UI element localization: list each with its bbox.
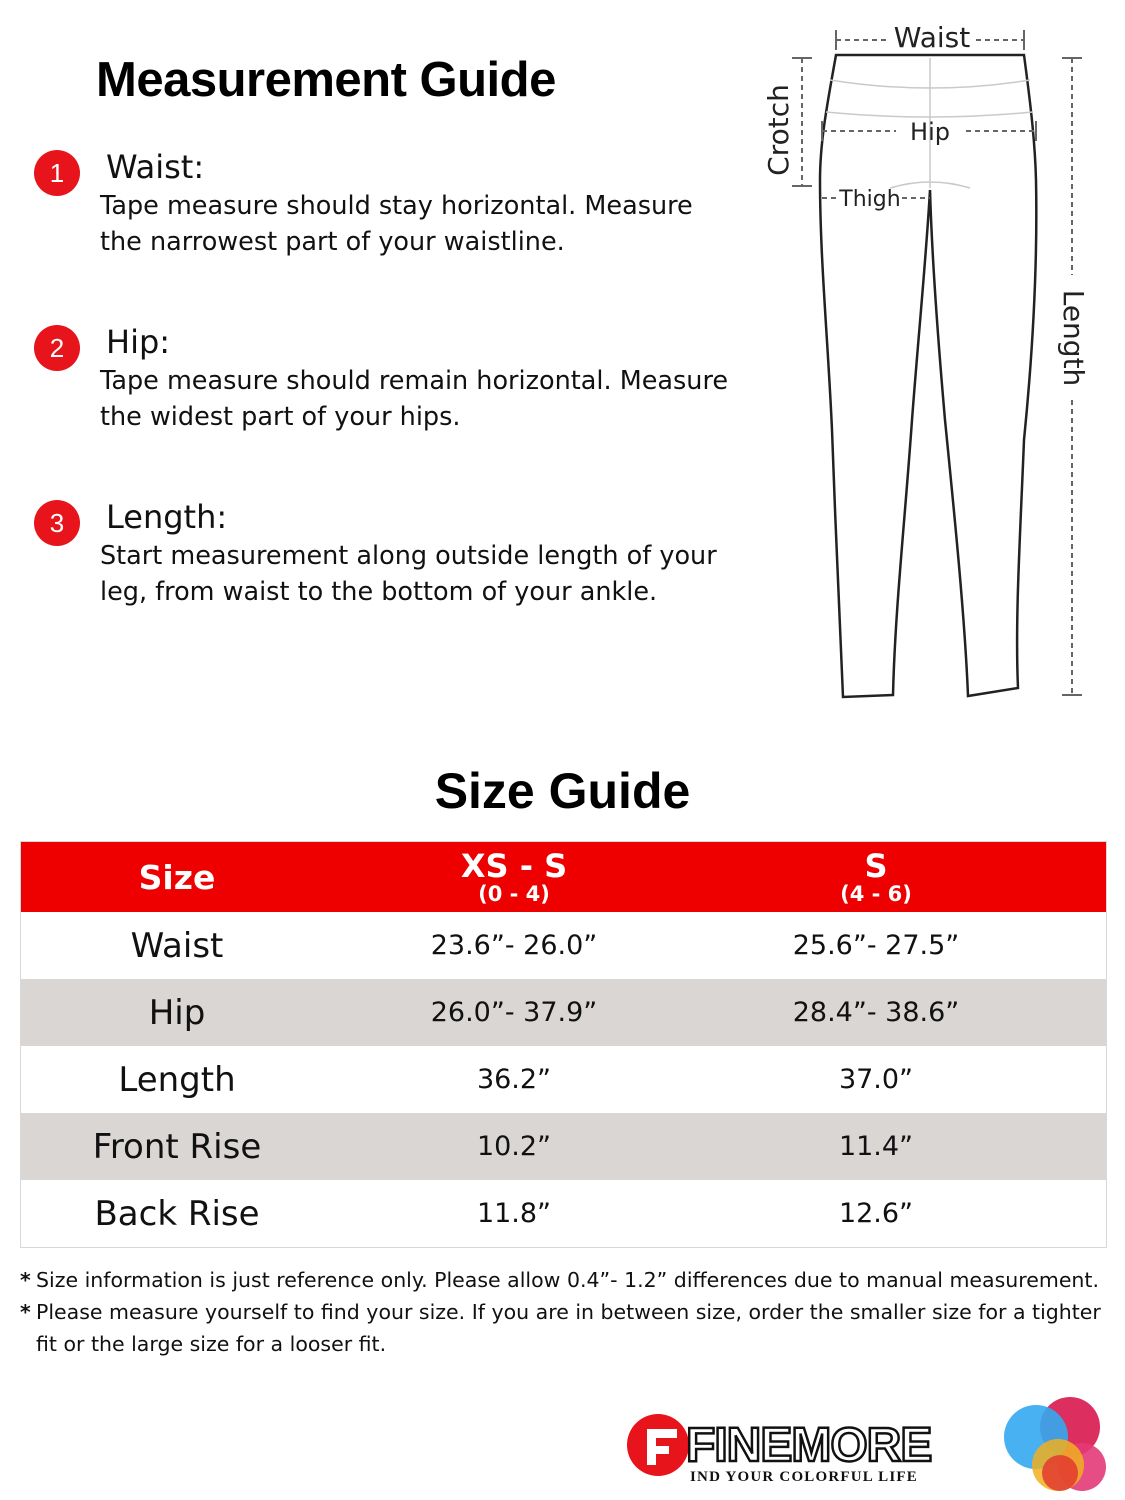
asterisk-icon: * (20, 1300, 31, 1324)
step-title: Length: (106, 498, 228, 536)
row-label: Back Rise (94, 1193, 260, 1234)
waist-label: Waist (893, 21, 971, 54)
asterisk-icon: * (20, 1268, 31, 1292)
table-row-hip (21, 979, 1106, 1046)
leggings-outline (820, 55, 1036, 697)
footnote-text: Size information is just reference only. Please allow 0.4”- 1.2” differences due to manual measurement. (36, 1268, 1099, 1292)
size-column-xs-s (333, 842, 695, 912)
brand-tagline: IND YOUR COLORFUL LIFE (690, 1469, 918, 1485)
size-column-s (695, 842, 1057, 912)
size-column-range: (4 - 6) (840, 882, 912, 906)
footnote-text: Please measure yourself to find your size. If you are in between size, order the smaller size for a tighter (36, 1300, 1101, 1324)
table-row-back-rise (21, 1180, 1106, 1247)
table-cell: 23.6”- 26.0” (430, 930, 598, 961)
row-label: Waist (130, 925, 224, 966)
table-cell: 12.6” (838, 1198, 914, 1229)
step-description-line: the narrowest part of your waistline. (100, 227, 565, 257)
table-cell: 11.8” (476, 1198, 552, 1229)
step-description (100, 538, 790, 610)
table-cell: 25.6”- 27.5” (792, 930, 960, 961)
row-label: Length (118, 1059, 236, 1100)
step-number-badge: 3 (34, 500, 80, 546)
hip-label: Hip (910, 118, 950, 146)
leggings-diagram (740, 10, 1120, 710)
table-cell: 10.2” (476, 1131, 552, 1162)
footnotes (20, 1264, 1110, 1360)
size-column-name: S (864, 847, 888, 885)
table-cell: 36.2” (476, 1064, 552, 1095)
size-table-header (21, 842, 1106, 912)
step-title: Waist: (106, 148, 205, 186)
row-label: Hip (148, 992, 206, 1033)
table-row-length (21, 1046, 1106, 1113)
table-row-waist (21, 912, 1106, 979)
footnote-text: fit or the large size for a looser fit. (36, 1332, 387, 1356)
table-cell: 28.4”- 38.6” (792, 997, 960, 1028)
step-number-badge: 1 (34, 150, 80, 196)
step-title: Hip: (106, 323, 171, 361)
size-table (20, 841, 1107, 1248)
step-description-line: Tape measure should stay horizontal. Measure (100, 191, 693, 221)
brand-logo (620, 1385, 1120, 1495)
footnote (20, 1296, 1110, 1360)
table-row-front-rise (21, 1113, 1106, 1180)
row-label: Front Rise (92, 1126, 262, 1167)
step-description-line: Start measurement along outside length of your (100, 541, 717, 571)
step-description-line: the widest part of your hips. (100, 402, 461, 432)
step-description (100, 188, 790, 260)
step-description-line: Tape measure should remain horizontal. Measure (100, 366, 729, 396)
step-number-badge: 2 (34, 325, 80, 371)
measurement-guide-title: Measurement Guide (96, 53, 556, 107)
step-description-line: leg, from waist to the bottom of your ankle. (100, 577, 658, 607)
thigh-label: Thigh (839, 187, 901, 212)
crotch-label: Crotch (762, 84, 795, 176)
size-guide-title: Size Guide (434, 763, 691, 819)
length-label: Length (1057, 289, 1090, 387)
size-column-range: (0 - 4) (478, 882, 550, 906)
table-cell: 37.0” (838, 1064, 914, 1095)
footnote (20, 1264, 1110, 1296)
size-header-label: Size (138, 857, 216, 897)
table-cell: 11.4” (838, 1131, 914, 1162)
size-column-name: XS - S (460, 847, 568, 885)
step-description (100, 363, 790, 435)
brand-name: FINEMORE (686, 1419, 932, 1472)
table-cell: 26.0”- 37.9” (430, 997, 598, 1028)
